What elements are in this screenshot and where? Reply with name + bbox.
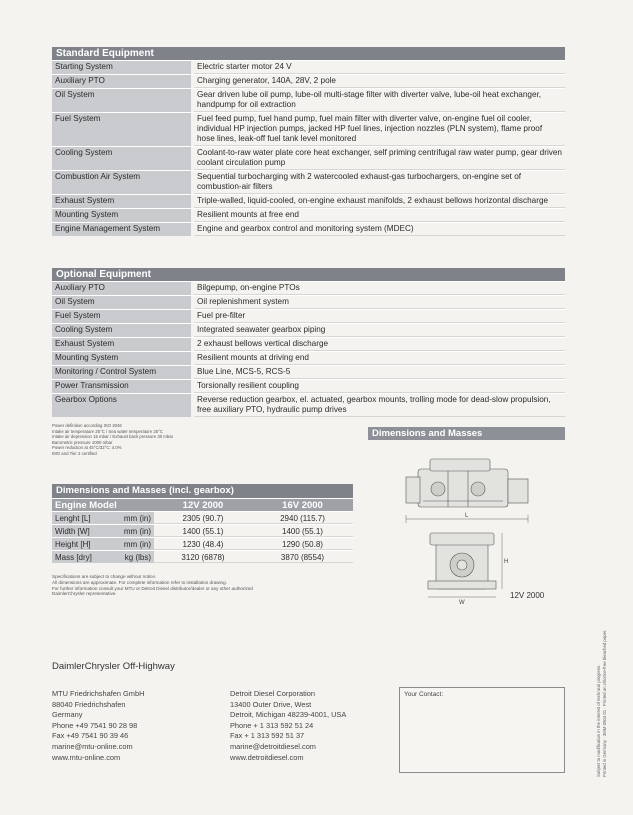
side-text-line: Printed in Germany · 3MM 0504 01 · Printed on chlorine-free bleached paper. <box>601 629 607 777</box>
equipment-row-value: Triple-walled, liquid-cooled, on-engine exhaust manifolds, 2 exhaust bellows horizontal discharge <box>194 195 565 208</box>
equipment-row <box>52 295 565 309</box>
header-engine-model: Engine Model <box>52 498 154 511</box>
equipment-row <box>52 74 565 88</box>
equipment-row <box>52 337 565 351</box>
equipment-row <box>52 112 565 146</box>
note-line: Intake air temperature 25°C / Sea water temperature 25°C <box>52 428 163 434</box>
dim-letter-l: L <box>465 513 469 519</box>
optional-equipment-title: Optional Equipment <box>52 268 565 281</box>
address-line: marine@detroitdiesel.com <box>230 741 316 751</box>
spec-note-line: DaimlerChrysler representative. <box>52 591 117 597</box>
dim-row-unit: mm (in) <box>107 524 154 537</box>
equipment-row-label: Oil System <box>52 296 194 309</box>
company-name: DaimlerChrysler Off-Highway <box>52 661 175 672</box>
equipment-row-value: Bilgepump, on-engine PTOs <box>194 282 565 295</box>
note-line: Barometric pressure 1000 mbar <box>52 439 113 445</box>
address-line: Phone + 1 313 592 51 24 <box>230 720 314 730</box>
equipment-row-label: Auxiliary PTO <box>52 282 194 295</box>
note-line: Power reduction at 45°C/32°C: 4.0% <box>52 445 122 451</box>
dim-value-16v: 1290 (50.8) <box>252 537 353 550</box>
equipment-row-value: Engine and gearbox control and monitoring system (MDEC) <box>194 223 565 236</box>
side-text-line: Subject to modification in the interest of technical progress. <box>596 664 601 777</box>
equipment-row-label: Monitoring / Control System <box>52 366 194 379</box>
equipment-row-value: Blue Line, MCS-5, RCS-5 <box>194 366 565 379</box>
equipment-row <box>52 281 565 295</box>
equipment-row <box>52 309 565 323</box>
equipment-row <box>52 60 565 74</box>
dim-value-16v: 2940 (115.7) <box>252 511 353 524</box>
dim-value-12v: 1230 (48.4) <box>154 537 252 550</box>
dim-row-unit: mm (in) <box>107 537 154 550</box>
equipment-row-value: Gear driven lube oil pump, lube-oil multi-stage filter with diverter valve, lube-oil heat exchanger, handpump for oil extraction <box>194 89 565 112</box>
spec-note-line: Specifications are subject to change without notice. <box>52 574 157 579</box>
address-line: Fax + 1 313 592 51 37 <box>230 731 305 741</box>
optional-equipment-table <box>52 268 565 417</box>
address-line: www.mtu-online.com <box>52 752 121 762</box>
equipment-row-label: Power Transmission <box>52 380 194 393</box>
address-line: Germany <box>52 710 83 720</box>
equipment-row-value: Charging generator, 140A, 28V, 2 pole <box>194 75 565 88</box>
standard-equipment-table <box>52 47 565 236</box>
contact-label: Your Contact: <box>404 691 444 698</box>
standard-equipment-rows <box>52 60 565 236</box>
equipment-row-value: Electric starter motor 24 V <box>194 61 565 74</box>
engine-dimension-drawing <box>368 441 565 607</box>
dim-letter-h: H <box>504 559 509 565</box>
equipment-row-value: Coolant-to-raw water plate core heat exchanger, self priming centrifugal raw water pump, gear driven coolant circulation pump <box>194 147 565 170</box>
address-line: www.detroitdiesel.com <box>230 752 304 762</box>
equipment-row-label: Mounting System <box>52 209 194 222</box>
note-line: Power definition according ISO 3046 <box>52 423 122 428</box>
equipment-row <box>52 365 565 379</box>
equipment-row-label: Fuel System <box>52 113 194 146</box>
mtu-address <box>52 689 144 763</box>
equipment-row-label: Exhaust System <box>52 195 194 208</box>
address-line: marine@mtu-online.com <box>52 741 133 751</box>
equipment-row-value: 2 exhaust bellows vertical discharge <box>194 338 565 351</box>
address-line: Phone +49 7541 90 28 98 <box>52 720 138 730</box>
equipment-row <box>52 379 565 393</box>
equipment-row-value: Resilient mounts at driving end <box>194 352 565 365</box>
dim-value-16v: 3870 (8554) <box>252 550 353 563</box>
equipment-row <box>52 194 565 208</box>
header-12v: 12V 2000 <box>154 498 252 511</box>
dim-letter-w: W <box>459 600 465 606</box>
address-line: Detroit, Michigan 48239-4001, USA <box>230 710 347 720</box>
dim-row-label: Mass [dry] <box>52 550 107 563</box>
equipment-row <box>52 393 565 417</box>
equipment-row-value: Reverse reduction gearbox, el. actuated, gearbox mounts, trolling mode for dead-slow propulsion, free auxiliary PTO, hydraulic pump drives <box>194 394 565 417</box>
equipment-row-label: Starting System <box>52 61 194 74</box>
equipment-row-label: Mounting System <box>52 352 194 365</box>
drawing-model-label: 12V 2000 <box>510 591 545 600</box>
equipment-row-value: Integrated seawater gearbox piping <box>194 324 565 337</box>
address-line: Detroit Diesel Corporation <box>230 689 316 698</box>
equipment-row-value: Resilient mounts at free end <box>194 209 565 222</box>
dimensions-table-title: Dimensions and Masses (incl. gearbox) <box>52 484 353 498</box>
equipment-row-label: Exhaust System <box>52 338 194 351</box>
note-line: Intake air depression 15 mbar / Exhaust back pressure 30 mbar <box>52 434 174 440</box>
engine-front-view <box>428 533 496 589</box>
dim-value-12v: 2305 (90.7) <box>154 511 252 524</box>
equipment-row-value: Fuel feed pump, fuel hand pump, fuel main filter with diverter valve, on-engine fuel oil cooler, individual HP injection pumps, jacked HP fuel lines, injection nozzles (PLN system), flame proof hose lines, leak-off fuel tank level monitored <box>194 113 565 146</box>
standard-equipment-title: Standard Equipment <box>52 47 565 60</box>
equipment-row <box>52 351 565 365</box>
equipment-row-value: Sequential turbocharging with 2 watercooled exhaust-gas turbochargers, on-engine set of combustion-air filters <box>194 171 565 194</box>
equipment-row <box>52 88 565 112</box>
address-line: Fax +49 7541 90 39 46 <box>52 731 129 741</box>
equipment-row-label: Cooling System <box>52 324 194 337</box>
equipment-row-label: Fuel System <box>52 310 194 323</box>
equipment-row <box>52 170 565 194</box>
dim-row-label: Height [H] <box>52 537 107 550</box>
detroit-diesel-address <box>230 689 346 763</box>
note-line: IMO and Tier 2 certified <box>52 450 97 456</box>
contact-box <box>399 687 565 773</box>
side-legal-text <box>596 630 607 777</box>
dimensions-grid <box>52 498 353 563</box>
equipment-row <box>52 208 565 222</box>
equipment-row-label: Engine Management System <box>52 223 194 236</box>
equipment-row <box>52 146 565 170</box>
dim-row-unit: mm (in) <box>107 511 154 524</box>
dim-value-16v: 1400 (55.1) <box>252 524 353 537</box>
dim-row-label: Lenght [L] <box>52 511 107 524</box>
address-line: MTU Friedrichshafen GmbH <box>52 689 145 698</box>
equipment-row-label: Auxiliary PTO <box>52 75 194 88</box>
address-line: 13400 Outer Drive, West <box>230 699 312 709</box>
equipment-row <box>52 323 565 337</box>
equipment-row-label: Combustion Air System <box>52 171 194 194</box>
equipment-row-value: Torsionally resilient coupling <box>194 380 565 393</box>
optional-equipment-rows <box>52 281 565 417</box>
equipment-row <box>52 222 565 236</box>
power-definition-notes <box>52 423 292 457</box>
dim-value-12v: 3120 (6878) <box>154 550 252 563</box>
equipment-row-label: Gearbox Options <box>52 394 194 417</box>
equipment-row-label: Cooling System <box>52 147 194 170</box>
equipment-row-value: Oil replenishment system <box>194 296 565 309</box>
equipment-row-value: Fuel pre-filter <box>194 310 565 323</box>
dimensions-table <box>52 484 353 563</box>
specification-notes <box>52 574 342 597</box>
spec-note-line: For further information consult your MTU or Detroit Diesel distributor/dealer or any other authorized <box>52 585 253 591</box>
spec-note-line: All dimensions are approximate. For complete information refer to installation drawing. <box>52 579 227 585</box>
dim-row-label: Width [W] <box>52 524 107 537</box>
header-16v: 16V 2000 <box>252 498 353 511</box>
dim-row-unit: kg (lbs) <box>107 550 154 563</box>
dim-value-12v: 1400 (55.1) <box>154 524 252 537</box>
address-line: 88040 Friedrichshafen <box>52 699 126 709</box>
dimensions-drawing-title: Dimensions and Masses <box>368 427 565 440</box>
equipment-row-label: Oil System <box>52 89 194 112</box>
